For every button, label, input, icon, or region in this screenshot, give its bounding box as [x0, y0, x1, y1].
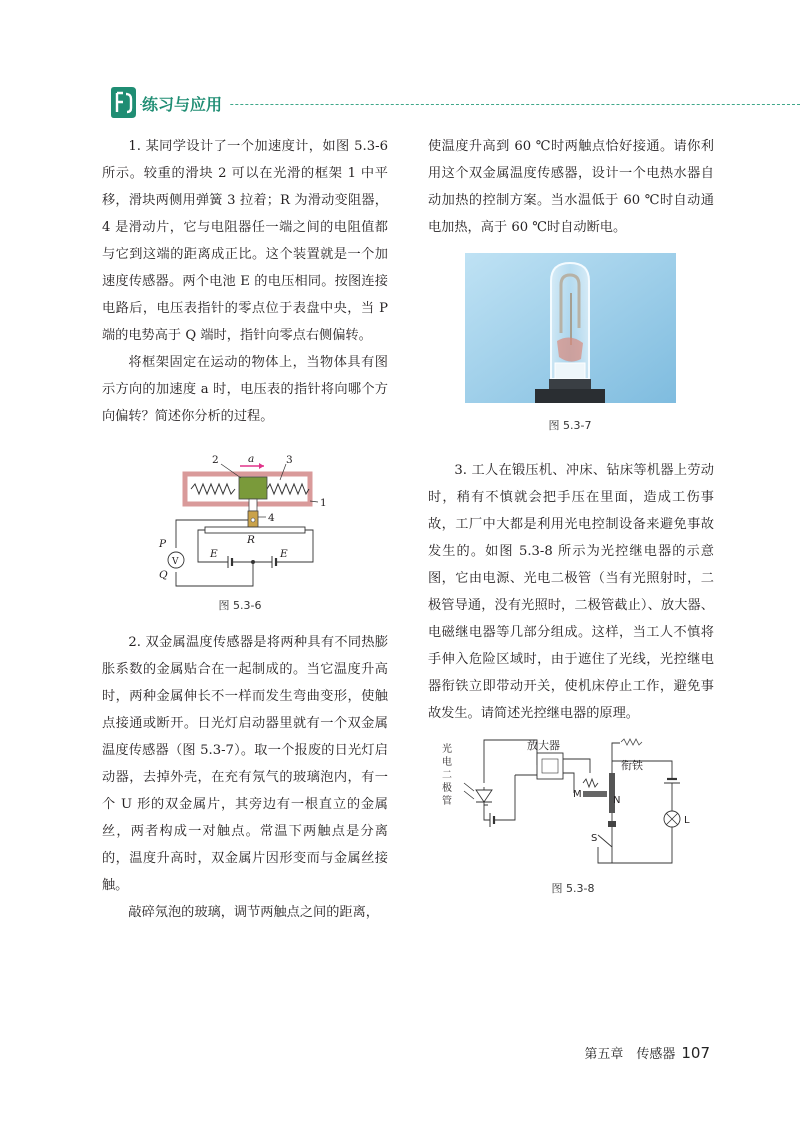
contact-N [608, 821, 616, 827]
label-R: R [247, 534, 255, 546]
label-3: 3 [286, 454, 293, 466]
figure-5-3-8-caption: 图 5.3-8 [551, 882, 595, 895]
figure-5-3-7-caption: 图 5.3-7 [548, 419, 592, 432]
label-V: V [172, 557, 179, 567]
question-2-text-cont: 敲碎氖泡的玻璃，调节两触点之间的距离， [128, 905, 379, 920]
exercise-icon [108, 86, 138, 120]
armature-label: 衔铁 [621, 759, 643, 772]
question-1-ask: 将框架固定在运动的物体上，当物体具有图示方向的加速度 a 时，电压表的指针将向哪个方向偏转？简述你分析的过程。 [102, 355, 388, 424]
left-column [102, 133, 388, 430]
section-title: 练习与应用 [142, 92, 230, 115]
label-N: N [613, 795, 621, 806]
label-E-left: E [210, 548, 218, 560]
section-header [0, 80, 800, 130]
resistor-R [205, 527, 305, 533]
question-2-block [102, 629, 388, 926]
figure-5-3-6 [150, 450, 340, 590]
label-1: 1 [320, 497, 327, 509]
label-P: P [159, 538, 167, 550]
question-1-text: 1. 某同学设计了一个加速度计，如图 5.3-6 所示。较重的滑块 2 可以在光滑的框架 1 中平移，滑块两侧用弹簧 3 拉着；R 为滑动变阻器，4 是滑动片，它与电阻器任一端之间的电阻值都与它到这端的距离成正比。这个装置就是一个加速度传感器。两个电池 E 的电压相同。按图连接电路后，电压表指针的零点位于表盘中央，当 P 端的电势高于 Q 端时，指针向零点右侧偏转。 [102, 139, 388, 343]
question-2-text: 2. 双金属温度传感器是将两种具有不同热膨胀系数的金属贴合在一起制成的。当它温度升高时，两种金属伸长不一样而发生弯曲变形，使触点接通或断开。日光灯启动器里就有一个双金属温度传感器（图 5.3-7）。取一个报废的日光灯启动器，去掉外壳，在充有氖气的玻璃泡内，有一个 U 形的双金属片，其旁边有一根直立的金属丝，两者构成一对触点。常温下两触点是分离的，温度升高时，双金属片因形变而与金属丝接触。 [102, 635, 388, 893]
core-M [583, 791, 607, 797]
figure-5-3-8 [440, 735, 700, 875]
right-column-top [428, 133, 714, 241]
label-E-right: E [280, 548, 288, 560]
chapter-label: 第五章 传感器 [584, 1047, 676, 1062]
spring-right [267, 484, 309, 494]
photodiode [476, 790, 492, 802]
label-a: a [248, 453, 255, 465]
coil [583, 779, 598, 787]
armature [609, 773, 615, 813]
question-2-continuation: 使温度升高到 60 ℃时两触点恰好接通。请你利用这个双金属温度传感器，设计一个电热水器自动加热的控制方案。当水温低于 60 ℃时自动通电加热，高于 60 ℃时自动断电。 [428, 139, 714, 235]
label-2: 2 [212, 454, 219, 466]
armature-spring [621, 739, 642, 745]
label-M: M [573, 789, 582, 800]
label-4: 4 [268, 512, 275, 524]
page-number: 107 [681, 1044, 710, 1062]
starter-bulb-photo [465, 253, 676, 403]
spring-left [191, 484, 235, 494]
figure-5-3-6-caption: 图 5.3-6 [218, 599, 262, 612]
photodiode-label: 光电二极管 [442, 744, 452, 807]
slider-block-2 [239, 477, 267, 499]
label-Q: Q [159, 569, 168, 581]
label-S: S [591, 833, 598, 844]
header-divider [140, 104, 800, 105]
neon-bulb-image [465, 253, 676, 403]
amplifier-label: 放大器 [527, 739, 560, 752]
label-L: L [684, 815, 690, 826]
page-footer [584, 1043, 710, 1062]
question-3-block [428, 457, 714, 727]
question-3-text: 3. 工人在锻压机、冲床、钻床等机器上劳动时，稍有不慎就会把手压在里面，造成工伤事故，工厂中大都是利用光电控制设备来避免事故发生的。如图 5.3-8 所示为光控继电器的示意图，它由电源、光电二极管（当有光照射时，二极管导通，没有光照时，二极管截止）、放大器、电磁继电器等几部分组成。这样，当工人不慎将手伸入危险区域时，由于遮住了光线，光控继电器衔铁立即带动开关，使机床停止工作，避免事故发生。请简述光控继电器的原理。 [428, 463, 714, 721]
